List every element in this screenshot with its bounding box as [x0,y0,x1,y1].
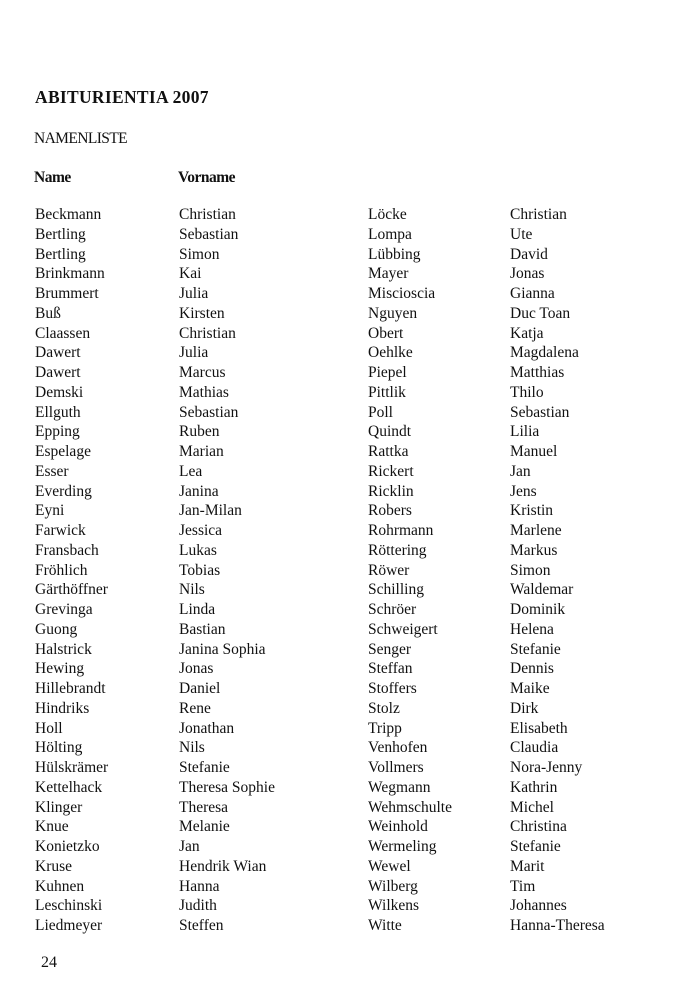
surname-cell: Lübbing [368,245,421,263]
surname-cell: Obert [368,324,404,342]
firstname-cell: Jan-Milan [179,502,242,520]
firstname-cell: Nora-Jenny [510,759,583,776]
firstname-cell: Jonas [510,265,545,283]
surname-cell: Stolz [368,699,400,717]
firstname-cell: Hanna [179,877,220,895]
surname-cell: Kruse [35,857,73,875]
surname-cell: Liedmeyer [35,917,103,934]
firstname-cell: Sebastian [179,225,239,243]
firstname-cell: Rene [179,699,211,717]
surname-cell: Stoffers [368,680,417,697]
firstname-cell: Julia [179,344,209,362]
firstname-cell: Theresa Sophie [179,778,275,796]
firstname-cell: Hendrik Wian [179,857,267,875]
firstname-cell: Mathias [179,383,229,401]
firstname-cell: Jan [179,838,200,855]
firstname-cell: Lea [179,462,203,480]
surname-cell: Kuhnen [35,877,85,895]
page-title: ABITURIENTIA 2007 [35,87,209,107]
firstname-cell: Bastian [179,620,226,638]
firstname-cell: Duc Toan [510,304,571,322]
left-surname-column [35,205,108,936]
firstname-cell: Marit [510,857,545,875]
firstname-cell: Judith [179,897,217,915]
surname-cell: Buß [35,304,61,322]
surname-cell: Lompa [368,225,412,243]
surname-cell: Tripp [368,719,402,737]
surname-cell: Rickert [368,462,414,480]
surname-cell: Klinger [35,798,83,816]
surname-cell: Brummert [35,285,99,302]
column-header-name: Name [34,169,71,186]
firstname-cell: Markus [510,541,558,559]
surname-cell: Kettelhack [35,778,103,796]
firstname-cell: Magdalena [510,344,579,362]
surname-cell: Weinhold [368,818,428,836]
surname-cell: Grevinga [35,601,93,618]
surname-cell: Hillebrandt [35,680,106,697]
firstname-cell: Ruben [179,423,220,441]
surname-cell: Piepel [368,364,407,381]
firstname-cell: Lukas [179,541,217,559]
firstname-cell: Matthias [510,364,565,381]
right-firstname-column [510,205,605,936]
firstname-cell: Melanie [179,818,230,836]
firstname-cell: Janina [179,482,219,500]
surname-cell: Everding [35,482,92,500]
firstname-cell: Helena [510,620,554,638]
firstname-cell: Stefanie [179,759,230,776]
firstname-cell: Christian [179,206,236,223]
firstname-cell: Sebastian [179,403,239,421]
firstname-cell: Jens [510,482,537,500]
surname-cell: Hindriks [35,699,90,717]
surname-cell: Ellguth [35,403,81,421]
firstname-cell: Jessica [179,522,223,539]
firstname-cell: Marian [179,443,224,460]
firstname-cell: Elisabeth [510,719,568,737]
firstname-cell: Katja [510,324,544,342]
surname-cell: Senger [368,640,412,658]
surname-cell: Robers [368,502,412,520]
firstname-cell: Maike [510,680,550,697]
surname-cell: Gärthöffner [35,581,108,599]
firstname-cell: Steffen [179,917,224,934]
surname-cell: Bertling [35,225,86,243]
firstname-cell: Ute [510,225,533,243]
surname-cell: Wewel [368,857,411,875]
firstname-cell: Janina Sophia [179,640,266,658]
surname-cell: Wermeling [368,838,437,855]
left-firstname-column [179,205,275,936]
firstname-cell: Julia [179,285,209,302]
surname-cell: Röwer [368,561,410,579]
surname-cell: Schilling [368,581,424,599]
column-header-vorname: Vorname [178,169,236,186]
surname-cell: Ricklin [368,482,414,500]
firstname-cell: Dirk [510,699,539,717]
surname-cell: Hülskrämer [35,759,109,776]
surname-cell: Konietzko [35,838,100,855]
firstname-cell: Dominik [510,601,566,618]
firstname-cell: Stefanie [510,838,561,855]
firstname-cell: Dennis [510,660,554,678]
surname-cell: Wilberg [368,877,418,895]
firstname-cell: Daniel [179,680,221,697]
surname-cell: Beckmann [35,206,102,223]
surname-cell: Espelage [35,443,91,460]
firstname-cell: David [510,245,548,263]
surname-cell: Rohrmann [368,522,434,539]
firstname-cell: Jan [510,462,531,480]
firstname-cell: Marcus [179,364,226,381]
firstname-cell: Theresa [179,798,229,816]
firstname-cell: Waldemar [510,581,574,599]
surname-cell: Schröer [368,601,417,618]
firstname-cell: Linda [179,601,216,618]
surname-cell: Steffan [368,660,413,678]
surname-cell: Brinkmann [35,265,105,283]
firstname-cell: Simon [179,245,220,263]
surname-cell: Wilkens [368,897,420,915]
firstname-cell: Simon [510,561,551,579]
firstname-cell: Michel [510,798,554,816]
firstname-cell: Marlene [510,522,562,539]
surname-cell: Hewing [35,660,85,678]
firstname-cell: Kirsten [179,304,225,322]
surname-cell: Nguyen [368,304,418,322]
surname-cell: Quindt [368,423,412,441]
surname-cell: Wehmschulte [368,798,452,816]
surname-cell: Vollmers [368,759,424,776]
firstname-cell: Christian [179,324,236,342]
surname-cell: Dawert [35,344,81,362]
firstname-cell: Thilo [510,383,544,401]
surname-cell: Halstrick [35,640,92,658]
surname-cell: Fransbach [35,541,99,559]
surname-cell: Witte [368,917,402,934]
surname-cell: Bertling [35,245,86,263]
firstname-cell: Stefanie [510,640,561,658]
surname-cell: Guong [35,620,78,638]
firstname-cell: Tobias [179,561,221,579]
right-surname-column [368,205,452,936]
surname-cell: Hölting [35,739,83,757]
surname-cell: Poll [368,403,393,421]
surname-cell: Fröhlich [35,561,88,579]
surname-cell: Venhofen [368,739,428,757]
surname-cell: Pittlik [368,383,406,401]
surname-cell: Miscioscia [368,285,436,302]
firstname-cell: Johannes [510,897,567,915]
firstname-cell: Nils [179,739,205,757]
firstname-cell: Sebastian [510,403,570,421]
list-subtitle: NAMENLISTE [34,130,128,147]
firstname-cell: Jonas [179,660,214,678]
firstname-cell: Christina [510,818,567,836]
surname-cell: Löcke [368,206,407,223]
surname-cell: Knue [35,818,69,836]
surname-cell: Epping [35,423,80,441]
surname-cell: Holl [35,719,63,737]
surname-cell: Schweigert [368,620,438,638]
surname-cell: Oehlke [368,344,413,362]
surname-cell: Dawert [35,364,81,381]
surname-cell: Röttering [368,541,427,559]
surname-cell: Farwick [35,522,86,539]
surname-cell: Esser [35,462,69,480]
firstname-cell: Claudia [510,739,559,757]
firstname-cell: Kristin [510,502,554,520]
surname-cell: Eyni [35,502,65,520]
surname-cell: Demski [35,383,84,401]
firstname-cell: Kathrin [510,778,558,796]
firstname-cell: Kai [179,265,202,283]
firstname-cell: Christian [510,206,567,223]
surname-cell: Mayer [368,265,409,283]
surname-cell: Leschinski [35,897,103,915]
firstname-cell: Gianna [510,285,555,302]
surname-cell: Claassen [35,324,91,342]
firstname-cell: Lilia [510,423,540,441]
firstname-cell: Nils [179,581,205,599]
firstname-cell: Tim [510,877,536,895]
surname-cell: Rattka [368,443,409,460]
surname-cell: Wegmann [368,778,431,796]
page-number: 24 [41,954,57,971]
firstname-cell: Hanna-Theresa [510,917,605,934]
firstname-cell: Manuel [510,443,558,460]
firstname-cell: Jonathan [179,719,235,737]
